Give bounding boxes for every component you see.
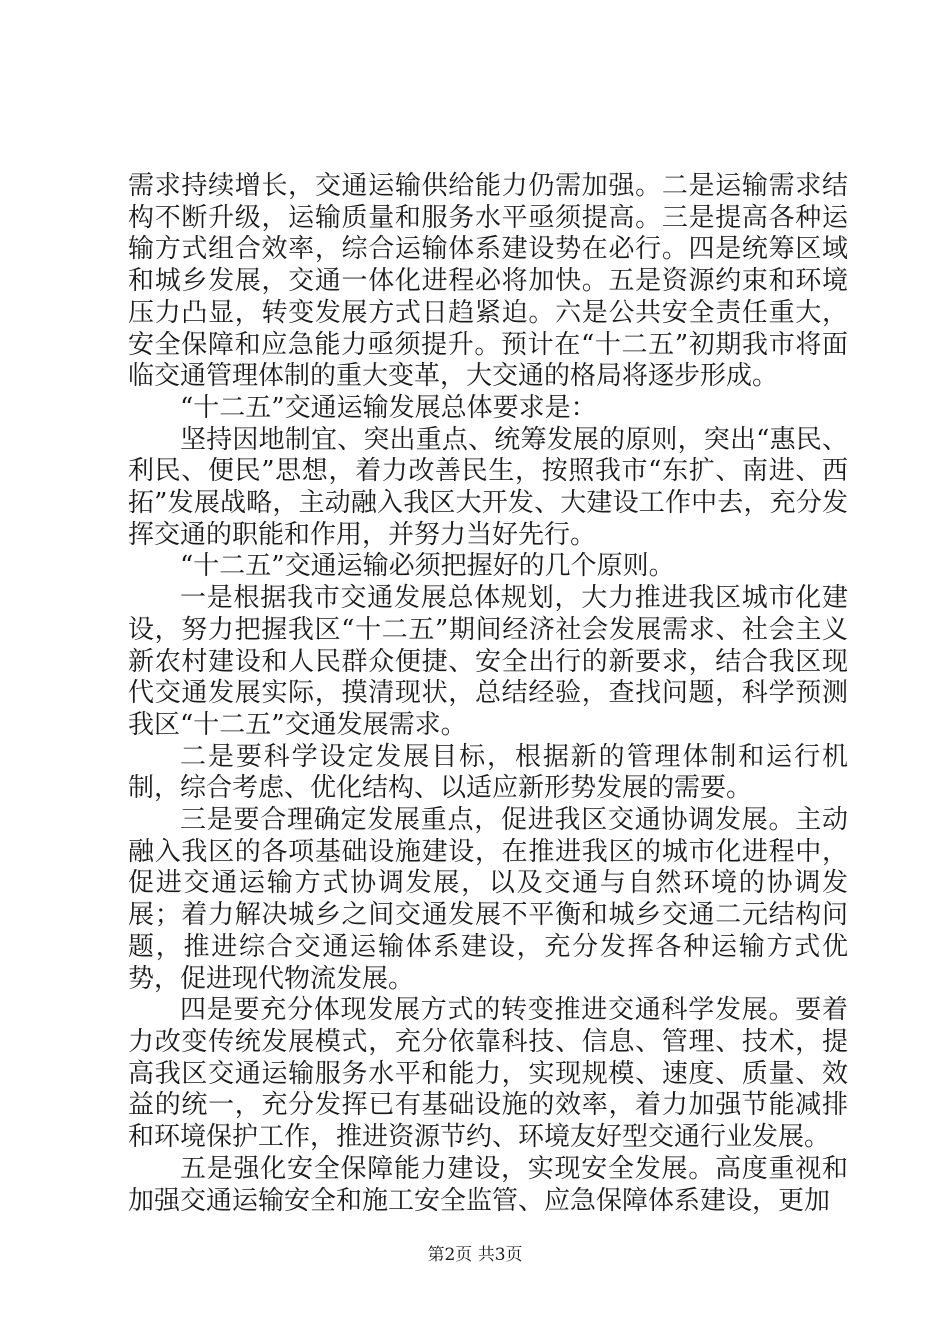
paragraph: 二是要科学设定发展目标，根据新的管理体制和运行机制，综合考虑、优化结构、以适应新形势发展的需要。 [128, 741, 848, 804]
paragraph: 一是根据我市交通发展总体规划，大力推进我区城市化建设，努力把握我区“十二五”期间经济社会发展需求、社会主义新农村建设和人民群众便捷、安全出行的新要求，结合我区现代交通发展实际，摸清现状，总结经验，查找问题，科学预测我区“十二五”交通发展需求。 [128, 583, 848, 740]
paragraph: 四是要充分体现发展方式的转变推进交通科学发展。要着力改变传统发展模式，充分依靠科技、信息、管理、技术，提高我区交通运输服务水平和能力，实现规模、速度、质量、效益的统一，充分发挥已有基础设施的效率，着力加强节能减排和环境保护工作，推进资源节约、环境友好型交通行业发展。 [128, 995, 848, 1153]
paragraph: 需求持续增长，交通运输供给能力仍需加强。二是运输需求结构不断升级，运输质量和服务水平亟须提高。三是提高各种运输方式组合效率，综合运输体系建设势在必行。四是统筹区域和城乡发展，交通一体化进程必将加快。五是资源约束和环境压力凸显，转变发展方式日趋紧迫。六是公共安全责任重大，安全保障和应急能力亟须提升。预计在“十二五”初期我市将面临交通管理体制的重大变革，大交通的格局将逐步形成。 [128, 171, 848, 392]
paragraph: 三是要合理确定发展重点，促进我区交通协调发展。主动融入我区的各项基础设施建设，在推进我区的城市化进程中，促进交通运输方式协调发展，以及交通与自然环境的协调发展；着力解决城乡之间交通发展不平衡和城乡交通二元结构问题，推进综合交通运输体系建设，充分发挥各种运输方式优势，促进现代物流发展。 [128, 805, 848, 994]
paragraph: 坚持因地制宜、突出重点、统筹发展的原则，突出“惠民、利民、便民”思想，着力改善民生，按照我市“东扩、南进、西拓”发展战略，主动融入我区大开发、大建设工作中去，充分发挥交通的职能和作用，并努力当好先行。 [128, 424, 848, 550]
paragraph: 五是强化安全保障能力建设，实现安全发展。高度重视和加强交通运输安全和施工安全监管、应急保障体系建设，更加 [128, 1153, 848, 1216]
page-footer: 第2页 共3页 [427, 1245, 523, 1265]
paragraph: “十二五”交通运输必须把握好的几个原则。 [180, 551, 675, 582]
paragraph: “十二五”交通运输发展总体要求是： [180, 392, 597, 423]
document-body [128, 171, 848, 1217]
